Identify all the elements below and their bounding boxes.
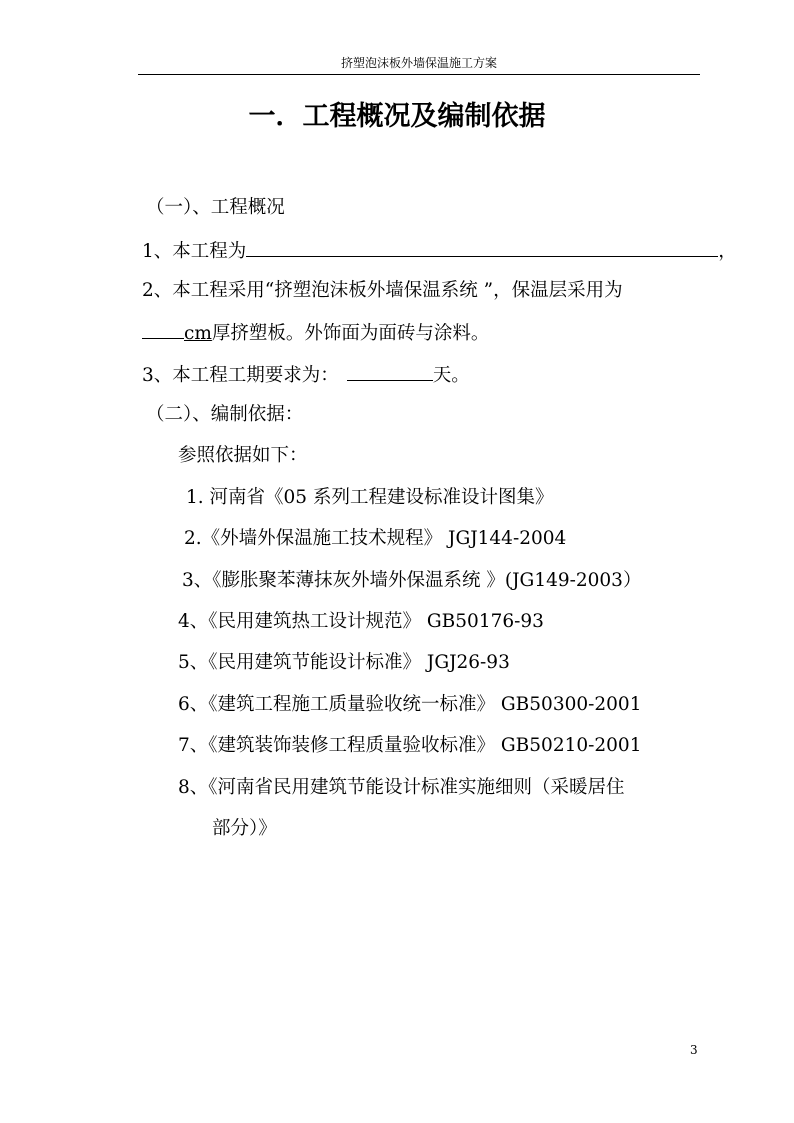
basis-item-5: 5、《民用建筑节能设计标准》 JGJ26-93 (178, 652, 510, 673)
project-name-blank (246, 236, 718, 257)
running-header: 挤塑泡沫板外墙保温施工方案 (340, 56, 497, 70)
item1-suffix: ， (718, 241, 737, 262)
item1-prefix: 1、本工程为 (142, 241, 247, 262)
overview-item-3 (142, 360, 470, 390)
thickness-blank (142, 318, 184, 339)
basis-item-3: 3、《膨胀聚苯薄抹灰外墙外保温系统 》(JG149-2003） (182, 570, 642, 591)
basis-item-2: 2.《外墙外保温施工技术规程》 JGJ144-2004 (184, 528, 567, 549)
header-rule (138, 74, 700, 75)
basis-item-7: 7、《建筑装饰装修工程质量验收标准》 GB50210-2001 (178, 735, 642, 756)
overview-item-2-cont (142, 318, 489, 348)
duration-blank (347, 360, 433, 381)
basis-item-6: 6、《建筑工程施工质量验收统一标准》 GB50300-2001 (178, 694, 642, 715)
item3-suffix: 天。 (432, 365, 470, 386)
overview-item-2: 2、本工程采用“挤塑泡沫板外墙保温系统 ”，保温层采用为 (142, 280, 623, 301)
basis-intro: 参照依据如下： (178, 445, 308, 466)
basis-item-1: 1. 河南省《05 系列工程建设标准设计图集》 (186, 487, 554, 508)
item3-prefix: 3、本工程工期要求为： (142, 365, 339, 386)
basis-item-8-cont: 部分）》 (212, 818, 277, 839)
item2-line2-rest: 厚挤塑板。外饰面为面砖与涂料。 (211, 323, 490, 344)
overview-item-1 (142, 236, 737, 266)
thickness-unit: cm (184, 323, 212, 344)
page-number: 3 (690, 1043, 698, 1057)
basis-item-4: 4、《民用建筑热工设计规范》 GB50176-93 (178, 611, 544, 632)
basis-heading: （二）、编制依据： (146, 404, 304, 425)
section-title: 一．工程概况及编制依据 (248, 101, 546, 132)
basis-item-8: 8、《河南省民用建筑节能设计标准实施细则（采暖居住 (178, 777, 625, 798)
overview-heading: （一）、工程概况 (146, 197, 285, 218)
